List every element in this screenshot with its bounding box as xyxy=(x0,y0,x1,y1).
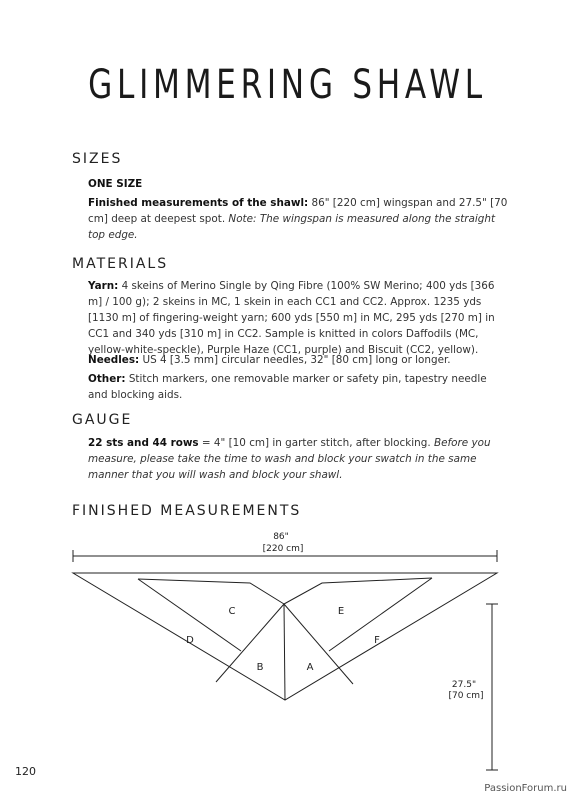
other-label: Other: xyxy=(88,373,126,385)
wingspan-cm: [220 cm] xyxy=(262,544,304,554)
size-label-text: ONE SIZE xyxy=(88,178,143,190)
wingspan-note: Note: The wingspan is measured along the straight top edge. xyxy=(88,213,496,241)
section-label-f: F xyxy=(374,635,380,646)
depth-cm: [70 cm] xyxy=(448,691,484,701)
left-wing-stripe-outer xyxy=(138,579,241,651)
section-label-d: D xyxy=(186,635,194,646)
page-title: GLIMMERING SHAWL xyxy=(88,62,487,108)
gauge-paragraph xyxy=(88,435,508,483)
gauge-italic: Before you measure, please take the time to wash and block your swatch in the same manner that you will wash and block your shawl. xyxy=(88,437,491,481)
other-paragraph xyxy=(88,371,508,403)
shawl-outline xyxy=(73,573,497,700)
needles-label: Needles: xyxy=(88,354,140,366)
watermark: PassionForum.ru xyxy=(484,783,567,794)
sizes-heading: SIZES xyxy=(72,151,123,167)
page-number: 120 xyxy=(15,765,36,778)
needles-text: US 4 [3.5 mm] circular needles, 32" [80 cm] long or longer. xyxy=(139,354,451,366)
section-label-b: B xyxy=(256,662,264,673)
left-center-divider xyxy=(216,604,284,682)
yarn-paragraph xyxy=(88,278,508,358)
needles-paragraph xyxy=(88,352,508,368)
center-spine xyxy=(284,604,285,700)
section-label-c: C xyxy=(228,606,236,617)
yarn-label: Yarn: xyxy=(88,280,119,292)
wingspan-inches: 86" xyxy=(273,532,289,542)
gauge-heading: GAUGE xyxy=(72,412,133,428)
finished-text: 86" [220 cm] wingspan and 27.5" [70 cm] deep at deepest spot. xyxy=(88,197,508,225)
yarn-text: 4 skeins of Merino Single by Qing Fibre (100% SW Merino; 400 yds [366 m] / 100 g); 2 skeins in MC, 1 skein in each CC1 and CC2. Approx. 1235 yds [1130 m] of fingering-weight yarn; 600 yds [550 m] in MC, 295 yds [270 m] in CC1 and 340 yds [310 m] in CC2. Sample is knitted in colors Daffodils (MC, yellow-white-speckle), Purple Haze (CC1, purple) and Biscuit (CC2, yellow). xyxy=(88,280,495,356)
materials-heading: MATERIALS xyxy=(72,256,169,272)
gauge-bold: 22 sts and 44 rows xyxy=(88,437,199,449)
section-label-a: A xyxy=(306,662,314,673)
right-wing-stripe-outer xyxy=(329,578,432,651)
finished-measurements-heading: FINISHED MEASUREMENTS xyxy=(72,503,302,519)
section-label-e: E xyxy=(337,606,345,617)
left-wing-stripe-inner xyxy=(138,579,284,604)
other-text: Stitch markers, one removable marker or safety pin, tapestry needle and blocking aids. xyxy=(88,373,487,401)
finished-measurements-paragraph xyxy=(88,195,508,243)
right-wing-stripe-inner xyxy=(284,578,432,604)
depth-inches: 27.5" xyxy=(451,680,477,690)
gauge-text: = 4" [10 cm] in garter stitch, after blocking. xyxy=(198,437,434,449)
right-center-divider xyxy=(284,604,353,684)
size-label xyxy=(88,176,508,192)
finished-label: Finished measurements of the shawl: xyxy=(88,197,309,209)
